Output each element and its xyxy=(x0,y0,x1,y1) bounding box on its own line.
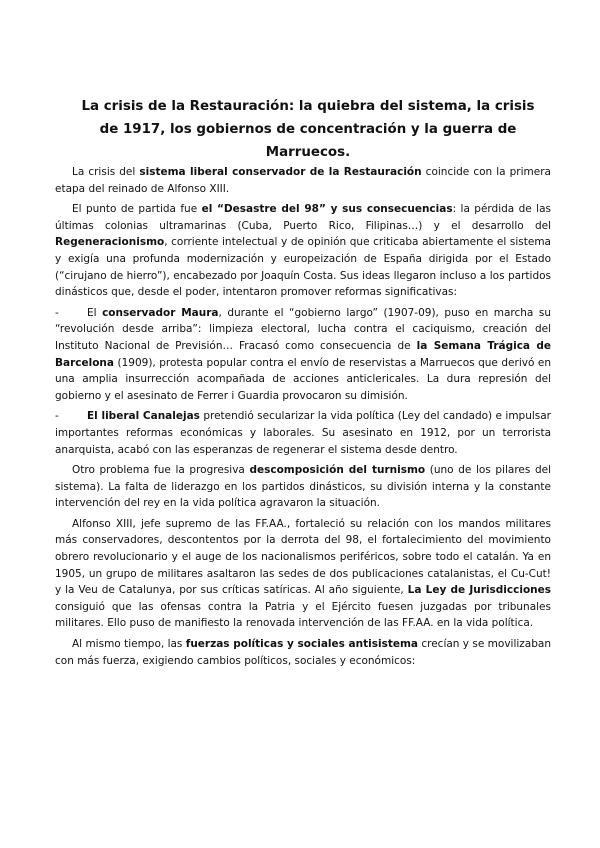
paragraph-turnismo: Otro problema fue la progresiva descomposición del turnismo (uno de los pilares del sistema). La falta de liderazgo en los partidos dinásticos, su división interna y la constante intervención del rey en la vida política agravaron la situación. xyxy=(55,464,552,510)
dash-marker: - xyxy=(55,410,59,423)
paragraph-intro: La crisis del sistema liberal conservador de la Restauración coincide con la primera etapa del reinado de Alfonso XIII. xyxy=(55,166,551,195)
paragraph-desastre-98: El punto de partida fue el “Desastre del 98” y sus consecuencias: la pérdida de las últimas colonias ultramarinas (Cuba, Puerto Rico, Filipinas…) y el desarrollo del Regeneracionismo, corriente intelectual y de opinión que criticaba abiertamente el sistema y exigía una profunda modernización y europeización de España dirigida por el Estado (“cirujano de hierro”), encabezado por Joaquín Costa. Sus ideas llegaron incluso a los partidos dinásticos que, desde el poder, intentaron promover reformas significativas: xyxy=(55,203,551,299)
bullet-maura: - El conservador Maura, durante el “gobierno largo” (1907-09), puso en marcha su “revolución desde arriba”: limpieza electoral, lucha contra el caciquismo, creación del Instituto Nacional de Previsión… Fracasó como consecuencia de la Semana Trágica de Barcelona (1909), protesta popular contra el envío de reservistas a Marruecos que derivó en una amplia insurrección acompañada de acciones anticlericales. La dura represión del gobierno y el asesinato de Ferrer i Guardia provocaron su dimisión. xyxy=(55,306,552,402)
paragraph-antisistema: Al mismo tiempo, las fuerzas políticas y sociales antisistema crecían y se movilizaban con más fuerza, exigiendo cambios políticos, sociales y económicos: xyxy=(55,638,551,667)
document-title: La crisis de la Restauración: la quiebra del sistema, la crisis de 1917, los gobiernos de concentración y la guerra de Marruecos. xyxy=(81,99,535,160)
document-body xyxy=(55,164,551,673)
paragraph-alfonso-xiii: Alfonso XIII, jefe supremo de las FF.AA., fortaleció su relación con los mandos militares más conservadores, descontentos por la derrota del 98, el fortalecimiento del movimiento obrero revolucionario y el auge de los nacionalismos periféricos, sobre todo el catalán. Ya en 1905, un grupo de militares asaltaron las sedes de dos publicaciones catalanistas, el Cu-Cut! y la Veu de Catalunya, por sus críticas satíricas. Al año siguiente, La Ley de Jurisdicciones consiguió que las ofensas contra la Patria y el Ejército fuesen juzgadas por tribunales militares. Ello puso de manifiesto la renovada intervención de las FF.AA. en la vida política. xyxy=(55,517,552,630)
bullet-canalejas: - El liberal Canalejas pretendió secularizar la vida política (Ley del candado) e impulsar importantes reformas económicas y laborales. Su asesinato en 1912, por un terrorista anarquista, acabó con las esperanzas de regenerar el sistema desde dentro. xyxy=(55,410,552,456)
dash-marker: - xyxy=(55,306,59,319)
